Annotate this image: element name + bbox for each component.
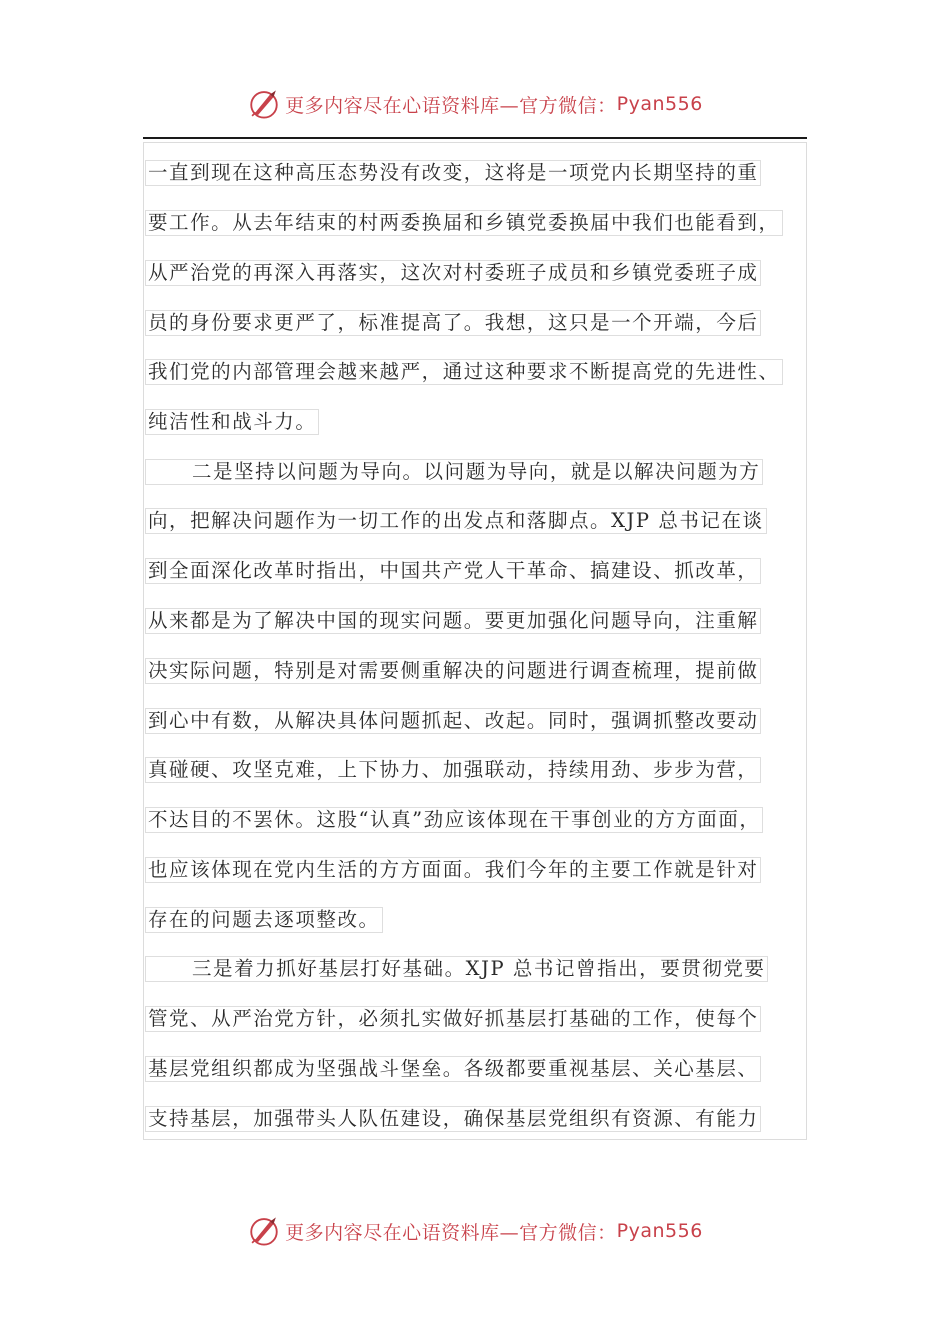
text-line: 管党、从严治党方针，必须扎实做好抓基层打基础的工作，使每个	[145, 1006, 761, 1032]
header-rule	[143, 137, 807, 139]
text-line: 真碰硬、攻坚克难，上下协力、加强联动，持续用劲、步步为营，	[145, 757, 761, 783]
footer-banner-text: 更多内容尽在心语资料库—官方微信：	[285, 1221, 617, 1244]
quill-pen-logo-icon	[247, 87, 281, 121]
quill-pen-logo-icon	[247, 1214, 281, 1248]
text-line: 向，把解决问题作为一切工作的出发点和落脚点。XJP 总书记在谈	[145, 508, 767, 534]
header-banner-text: 更多内容尽在心语资料库—官方微信：	[285, 94, 617, 117]
header-banner-wechat-id: Pyan556	[616, 93, 703, 115]
text-line: 纯洁性和战斗力。	[145, 409, 319, 435]
text-line: 不达目的不罢休。这股“认真”劲应该体现在干事创业的方方面面，	[145, 807, 763, 833]
paragraph-start-line: 二是坚持以问题为导向。以问题为导向，就是以解决问题为方	[145, 459, 763, 485]
text-line: 到全面深化改革时指出，中国共产党人干革命、搞建设、抓改革，	[145, 558, 761, 584]
text-line: 支持基层，加强带头人队伍建设，确保基层党组织有资源、有能力	[145, 1106, 761, 1132]
footer-banner-wechat-id: Pyan556	[616, 1220, 703, 1242]
footer-banner	[0, 1211, 950, 1251]
text-line: 员的身份要求更严了，标准提高了。我想，这只是一个开端，今后	[145, 310, 761, 336]
page-frame	[143, 142, 807, 1140]
paragraph-start-line: 三是着力抓好基层打好基础。XJP 总书记曾指出，要贯彻党要	[145, 956, 768, 982]
text-line: 也应该体现在党内生活的方方面面。我们今年的主要工作就是针对	[145, 857, 761, 883]
text-line: 从来都是为了解决中国的现实问题。要更加强化问题导向，注重解	[145, 608, 761, 634]
text-line: 我们党的内部管理会越来越严，通过这种要求不断提高党的先进性、	[145, 359, 783, 385]
text-line: 到心中有数，从解决具体问题抓起、改起。同时，强调抓整改要动	[145, 708, 761, 734]
text-line: 存在的问题去逐项整改。	[145, 907, 383, 933]
text-line: 决实际问题，特别是对需要侧重解决的问题进行调查梳理，提前做	[145, 658, 761, 684]
text-line: 基层党组织都成为坚强战斗堡垒。各级都要重视基层、关心基层、	[145, 1056, 761, 1082]
text-line: 一直到现在这种高压态势没有改变，这将是一项党内长期坚持的重	[145, 160, 761, 186]
header-banner	[0, 84, 950, 124]
text-line: 从严治党的再深入再落实，这次对村委班子成员和乡镇党委班子成	[145, 260, 761, 286]
text-line: 要工作。从去年结束的村两委换届和乡镇党委换届中我们也能看到，	[145, 210, 783, 236]
